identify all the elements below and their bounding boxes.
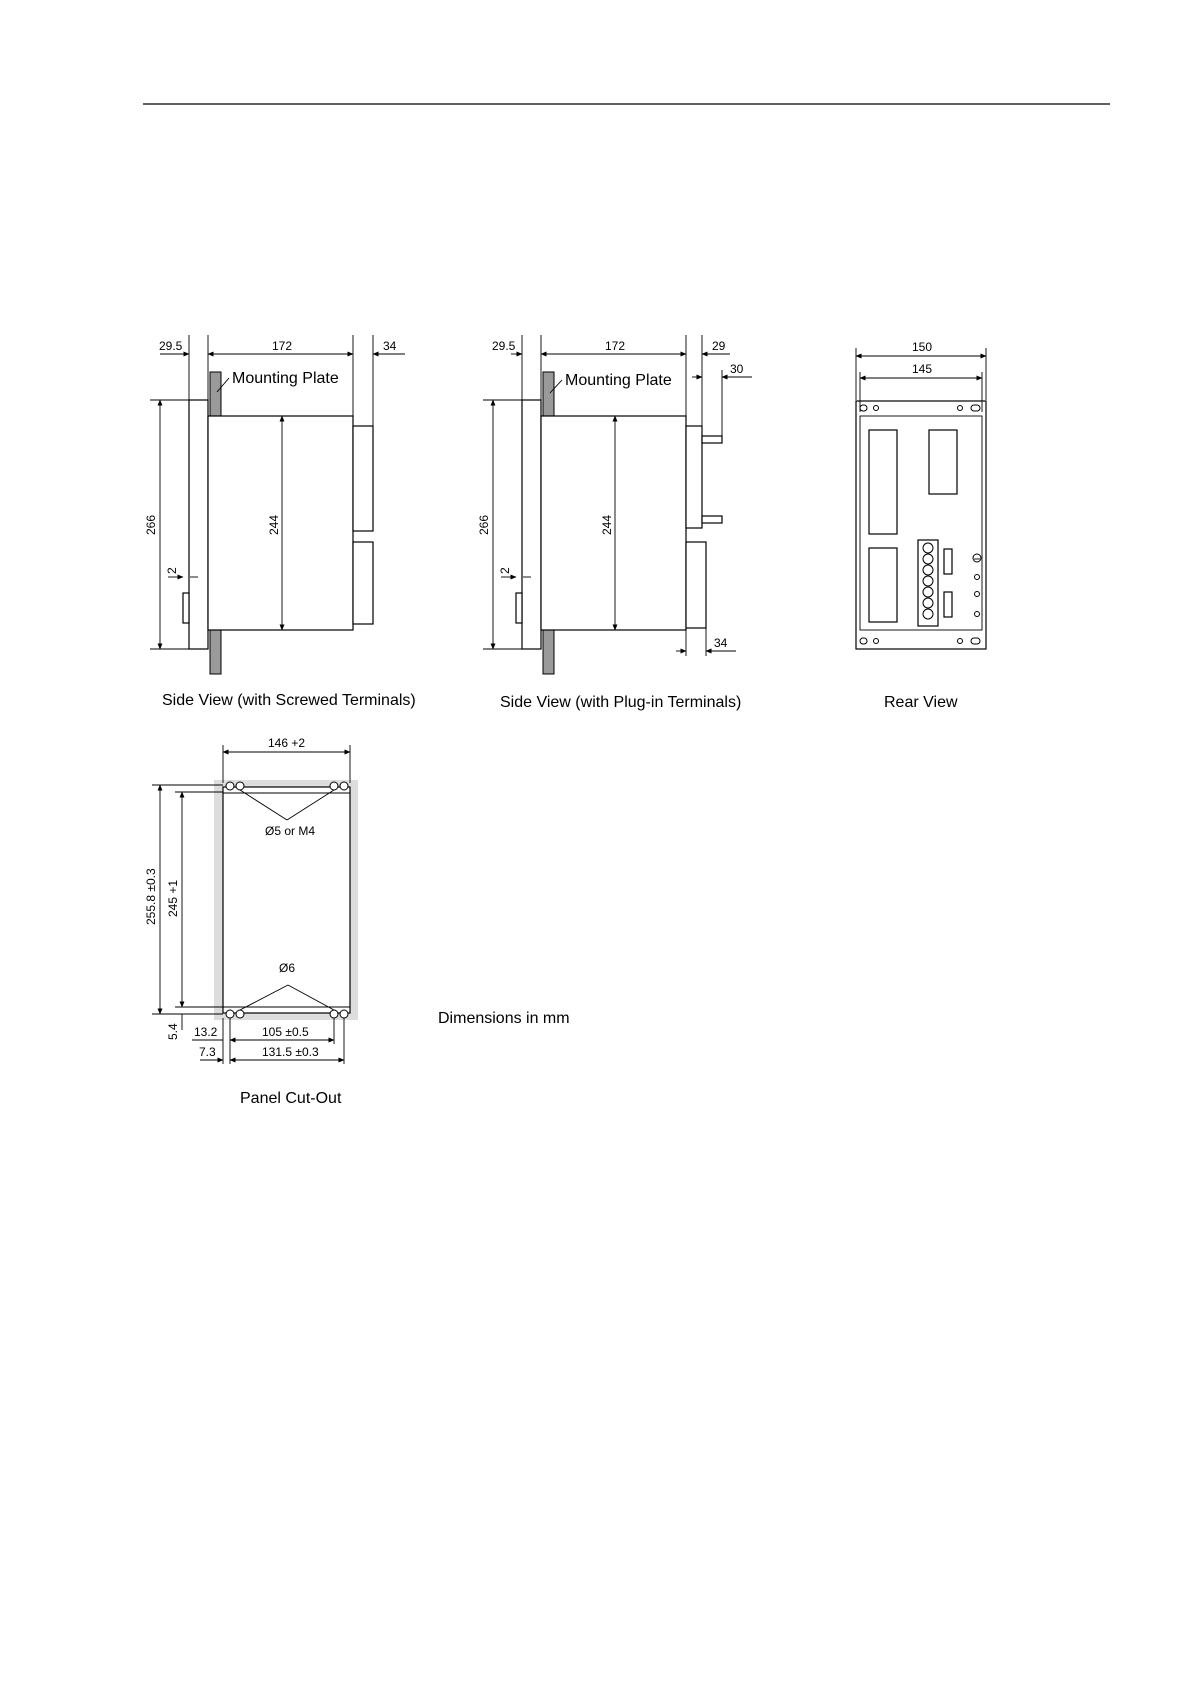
dim-266: 266 [144, 514, 158, 535]
rear-connector-bottom [944, 592, 952, 617]
plugin-terminal-top [686, 426, 702, 528]
dim-172: 172 [605, 339, 626, 353]
plugin-pin-bottom [702, 516, 722, 523]
dim-146: 146 +2 [268, 736, 306, 750]
plugin-pin-top [702, 436, 722, 443]
units-note: Dimensions in mm [438, 1010, 570, 1027]
panel-cutout [144, 736, 358, 1107]
mounting-plate-label: Mounting Plate [565, 372, 672, 389]
dim-2: 2 [165, 567, 179, 574]
side-view-plugin [477, 335, 752, 711]
dim-150: 150 [912, 340, 933, 354]
small-part [183, 593, 189, 623]
dim-29: 29 [712, 339, 726, 353]
dim-266: 266 [477, 514, 491, 535]
dim-34: 34 [714, 636, 728, 650]
dim-13-2: 13.2 [194, 1025, 218, 1039]
dim-244: 244 [267, 514, 281, 535]
dim-131-5: 131.5 ±0.3 [262, 1045, 319, 1059]
dim-172: 172 [272, 339, 293, 353]
dim-30: 30 [730, 362, 744, 376]
rear-module-1 [869, 430, 897, 534]
hole-top-label: Ø5 or M4 [265, 824, 316, 838]
dim-7-3: 7.3 [199, 1045, 216, 1059]
dim-105: 105 ±0.5 [262, 1025, 309, 1039]
cutout-opening [223, 787, 350, 1013]
rear-module-2 [929, 430, 957, 494]
dim-5-4: 5.4 [166, 1023, 180, 1040]
dim-244: 244 [600, 514, 614, 535]
dim-145: 145 [912, 362, 933, 376]
caption-side-screwed: Side View (with Screwed Terminals) [162, 692, 416, 709]
caption-side-plugin: Side View (with Plug-in Terminals) [500, 694, 742, 711]
terminal-block-bottom [353, 542, 373, 624]
dim-34: 34 [383, 339, 397, 353]
dim-245: 245 +1 [166, 879, 180, 917]
rear-view [856, 340, 986, 711]
caption-panel-cutout: Panel Cut-Out [240, 1090, 342, 1107]
side-view-screwed [144, 335, 416, 709]
dim-2: 2 [498, 567, 512, 574]
small-part [516, 593, 522, 623]
dim-29-5: 29.5 [159, 339, 183, 353]
plugin-terminal-bottom [686, 542, 706, 628]
rear-connector-top [944, 549, 952, 574]
earth-icon [973, 554, 981, 562]
front-panel [189, 400, 208, 649]
hole-bottom-label: Ø6 [279, 961, 296, 975]
dim-29-5: 29.5 [492, 339, 516, 353]
front-panel [522, 400, 541, 649]
terminal-block-top [353, 426, 373, 531]
dim-255-8: 255.8 ±0.3 [144, 868, 158, 925]
mounting-plate-label: Mounting Plate [232, 370, 339, 387]
rear-module-3 [869, 548, 897, 622]
caption-rear: Rear View [884, 694, 958, 711]
